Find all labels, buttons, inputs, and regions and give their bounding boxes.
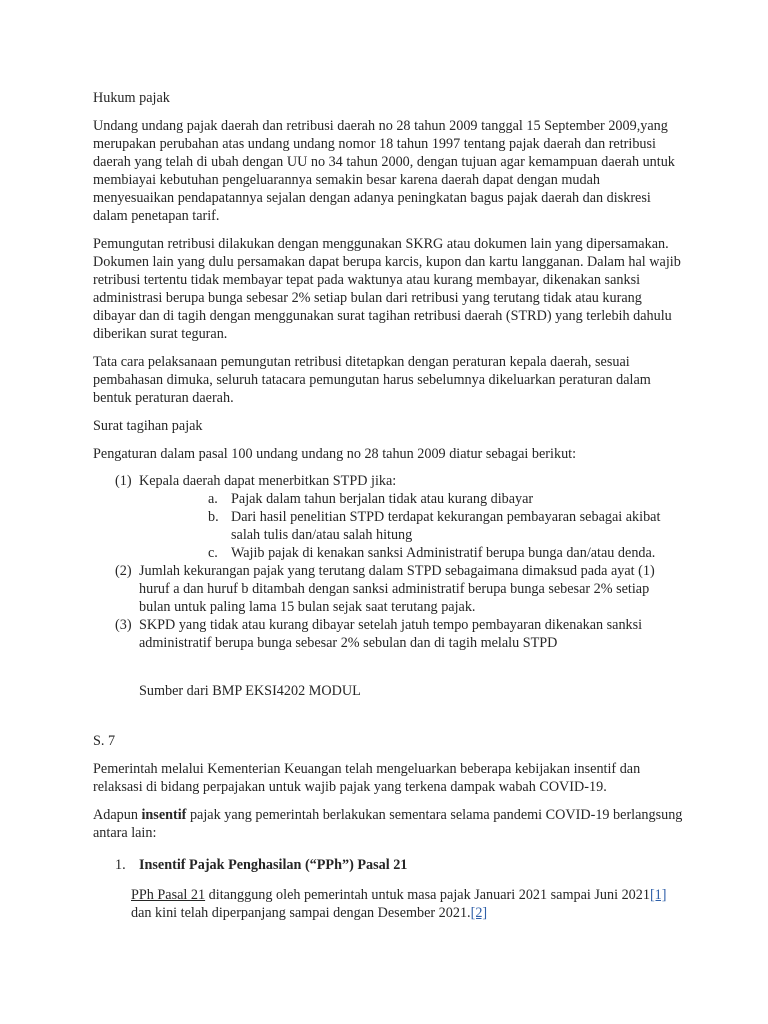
sublist-item — [139, 508, 683, 544]
pph21-link[interactable]: PPh Pasal 21 — [131, 887, 206, 903]
sublist-item-text: Pajak dalam tahun berjalan tidak atau kurang dibayar — [231, 491, 534, 507]
paragraph-text: dan kini telah diperpanjang sampai dengan Desember 2021. — [131, 905, 471, 921]
heading-number: 1. — [115, 857, 126, 873]
list-item-text: SKPD yang tidak atau kurang dibayar setelah jatuh tempo pembayaran dikenakan sanksi administratif berupa bunga sebesar 2% sebulan dan di tagih melalu STPD — [139, 617, 643, 651]
numbered-list — [93, 472, 683, 652]
paragraph-tata-cara: Tata cara pelaksanaan pemungutan retribusi ditetapkan dengan peraturan kepala daerah, sesuai pembahasan dimuka, seluruh tatacara pemungutan harus sebelumnya dikeluarkan peraturan dalam bentuk peraturan daerah. — [93, 354, 651, 406]
paragraph-pengaturan: Pengaturan dalam pasal 100 undang undang no 28 tahun 2009 diatur sebagai berikut: — [93, 446, 577, 462]
section-title-hukum-pajak: Hukum pajak — [93, 90, 170, 106]
sublist-letter: a. — [208, 491, 218, 507]
sublist-item-text: Wajib pajak di kenakan sanksi Administratif berupa bunga dan/atau denda. — [231, 545, 656, 561]
sublist-item — [139, 490, 683, 508]
list-number: (3) — [115, 617, 132, 633]
sublist-letter: b. — [208, 509, 219, 525]
bold-keyword: insentif — [141, 807, 187, 823]
paragraph-pemungutan-retribusi: Pemungutan retribusi dilakukan dengan menggunakan SKRG atau dokumen lain yang dipersamakan. Dokumen lain yang dulu persamakan dapat berupa karcis, kupon dan kartu langganan. Dalam hal wajib retribusi tertentu tidak membayar tepat pada waktunya atau kurang membayar, dikenakan sanksi administrasi berupa bunga sebesar 2% setiap bulan dari retribusi yang terutang tidak atau kurang dibayar dan di tagih dengan menggunakan surat tagihan retribusi daerah (STRD) yang terlebih dahulu diberikan surat teguran. — [93, 236, 681, 342]
paragraph-undang-undang: Undang undang pajak daerah dan retribusi daerah no 28 tahun 2009 tanggal 15 September 2009,yang merupakan perubahan atas undang undang nomor 18 tahun 1997 tentang pajak daerah dan retribusi daerah yang telah di ubah dengan UU no 34 tahun 2000, dengan tujuan agar kemampuan daerah untuk membiayai kebutuhan pengeluarannya semakin besar karena daerah dapat dengan mudah menyesuaikan pendapatannya sejalan dengan adanya peningkatan bagus pajak daerah dan diskresi dalam penetapan tarif. — [93, 118, 675, 224]
section-title-s7: S. 7 — [93, 733, 116, 749]
paragraph-kebijakan-insentif: Pemerintah melalui Kementerian Keuangan telah mengeluarkan beberapa kebijakan insentif dan relaksasi di bidang perpajakan untuk wajib pajak yang terkena dampak wabah COVID-19. — [93, 761, 641, 795]
sublist-item-text: Dari hasil penelitian STPD terdapat kekurangan pembayaran sebagai akibat salah tulis dan/atau salah hitung — [231, 509, 661, 543]
sublist-item — [139, 544, 683, 562]
list-item-text: Jumlah kekurangan pajak yang terutang dalam STPD sebagaimana dimaksud pada ayat (1) huruf a dan huruf b ditambah dengan sanksi administratif berupa bunga sebesar 2% setiap bulan untuk paling lama 15 bulan sejak saat terutang pajak. — [139, 563, 655, 615]
heading-text: Insentif Pajak Penghasilan (“PPh”) Pasal 21 — [139, 857, 408, 873]
list-number: (2) — [115, 563, 132, 579]
sublist-letter: c. — [208, 545, 218, 561]
paragraph-pph21 — [93, 886, 683, 922]
numbered-heading-pph21 — [93, 856, 683, 874]
paragraph-adapun-insentif — [93, 806, 683, 842]
section-title-surat-tagihan: Surat tagihan pajak — [93, 418, 203, 434]
footnote-ref-2[interactable]: [2] — [470, 905, 488, 921]
paragraph-text: pajak yang pemerintah berlakukan sementara selama pandemi COVID-19 berlangsung antara lain: — [93, 807, 683, 841]
paragraph-text: Adapun — [93, 807, 142, 823]
list-item — [93, 472, 683, 562]
paragraph-text: ditanggung oleh pemerintah untuk masa pajak Januari 2021 sampai Juni 2021 — [205, 887, 650, 903]
footnote-ref-1[interactable]: [1] — [649, 887, 667, 903]
document-page — [93, 89, 683, 922]
source-note: Sumber dari BMP EKSI4202 MODUL — [139, 683, 361, 699]
lettered-sublist — [139, 490, 683, 562]
list-item — [93, 616, 683, 652]
list-number: (1) — [115, 473, 132, 489]
list-item — [93, 562, 683, 616]
list-item-text: Kepala daerah dapat menerbitkan STPD jika: — [139, 473, 397, 489]
